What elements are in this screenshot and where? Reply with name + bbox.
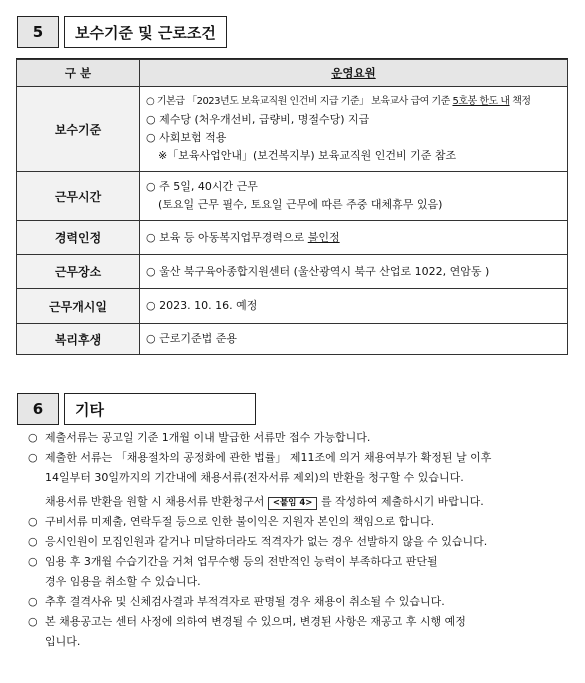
header-category: 구 분: [17, 60, 140, 87]
attachment-tag: <붙임 4>: [268, 497, 318, 510]
table-row: [17, 87, 568, 172]
list-item: ○ 보육 등 아동복지업무경력으로 불인정: [146, 230, 340, 244]
row-label: 근무장소: [17, 255, 140, 289]
row-label: 경력인정: [17, 221, 140, 255]
list-item: ※「보육사업안내」(보건복지부) 보육교직원 인건비 기준 참조: [158, 149, 457, 162]
table-row: [17, 221, 568, 255]
list-item: ○ 제출한 서류는 「채용절차의 공정화에 관한 법률」 제11조에 의거 채용여부가 확정된 날 이후: [28, 451, 492, 464]
list-item: ○ 추후 결격사유 및 신체검사결과 부적격자로 판명될 경우 채용이 취소될 수 있습니다.: [28, 595, 445, 608]
row-content: [140, 255, 568, 289]
row-label: 근무시간: [17, 172, 140, 221]
list-item: ○ 울산 북구육아종합지원센터 (울산광역시 북구 산업로 1022, 연암동 ): [146, 264, 490, 278]
row-content: [140, 221, 568, 255]
list-item: ○ 구비서류 미제출, 연락두절 등으로 인한 불이익은 지원자 본인의 책임으로 합니다.: [28, 515, 435, 528]
list-item-continued: 입니다.: [45, 635, 81, 648]
row-label: 근무개시일: [17, 289, 140, 324]
list-item: ○ 응시인원이 모집인원과 같거나 미달하더라도 적격자가 없는 경우 선발하지 않을 수 있습니다.: [28, 535, 488, 548]
row-content: [140, 172, 568, 221]
section-number: 6: [17, 393, 59, 425]
list-item: ○ 본 채용공고는 센터 사정에 의하여 변경될 수 있으며, 변경된 사항은 재공고 후 시행 예정: [28, 615, 466, 628]
conditions-table: [16, 59, 568, 355]
row-content: [140, 324, 568, 355]
list-item: ○ 2023. 10. 16. 예정: [146, 299, 258, 312]
list-item-continued: 경우 임용을 취소할 수 있습니다.: [45, 575, 201, 588]
row-label: 복리후생: [17, 324, 140, 355]
row-content: [140, 87, 568, 172]
table-row: [17, 289, 568, 324]
list-item-continued: 14일부터 30일까지의 기간내에 채용서류(전자서류 제외)의 반환을 청구할 수 있습니다.: [45, 471, 464, 484]
table-row: [17, 172, 568, 221]
section-6-heading: [17, 393, 256, 425]
row-label: 보수기준: [17, 87, 140, 172]
list-item: ○ 기본급 「2023년도 보육교직원 인건비 지급 기준」 보육교사 급여 기준 5호봉 한도 내 책정: [146, 96, 531, 107]
notes-list: [28, 428, 568, 652]
header-staff: 운영요원: [140, 60, 568, 87]
list-item: ○ 근로기준법 준용: [146, 332, 237, 345]
list-item: (토요일 근무 필수, 토요일 근무에 따른 주중 대체휴무 있음): [158, 198, 443, 211]
section-number: 5: [17, 16, 59, 48]
section-5-heading: [17, 16, 227, 48]
list-item: ○ 제출서류는 공고일 기준 1개월 이내 발급한 서류만 접수 가능합니다.: [28, 431, 371, 444]
table-header-row: [17, 60, 568, 87]
row-content: [140, 289, 568, 324]
table-row: [17, 324, 568, 355]
list-item: ○ 제수당 (처우개선비, 급량비, 명절수당) 지급: [146, 113, 370, 126]
list-item: ○ 임용 후 3개월 수습기간을 거쳐 업무수행 등의 전반적인 능력이 부족하다고 판단될: [28, 555, 438, 568]
section-title: 기타: [64, 393, 256, 425]
list-item-continued: 채용서류 반환을 원할 시 채용서류 반환청구서 <붙임 4> 를 작성하여 제출하시기 바랍니다.: [45, 495, 484, 508]
section-title: 보수기준 및 근로조건: [64, 16, 227, 48]
list-item: ○ 주 5일, 40시간 근무: [146, 180, 258, 193]
table-row: [17, 255, 568, 289]
list-item: ○ 사회보험 적용: [146, 131, 227, 144]
